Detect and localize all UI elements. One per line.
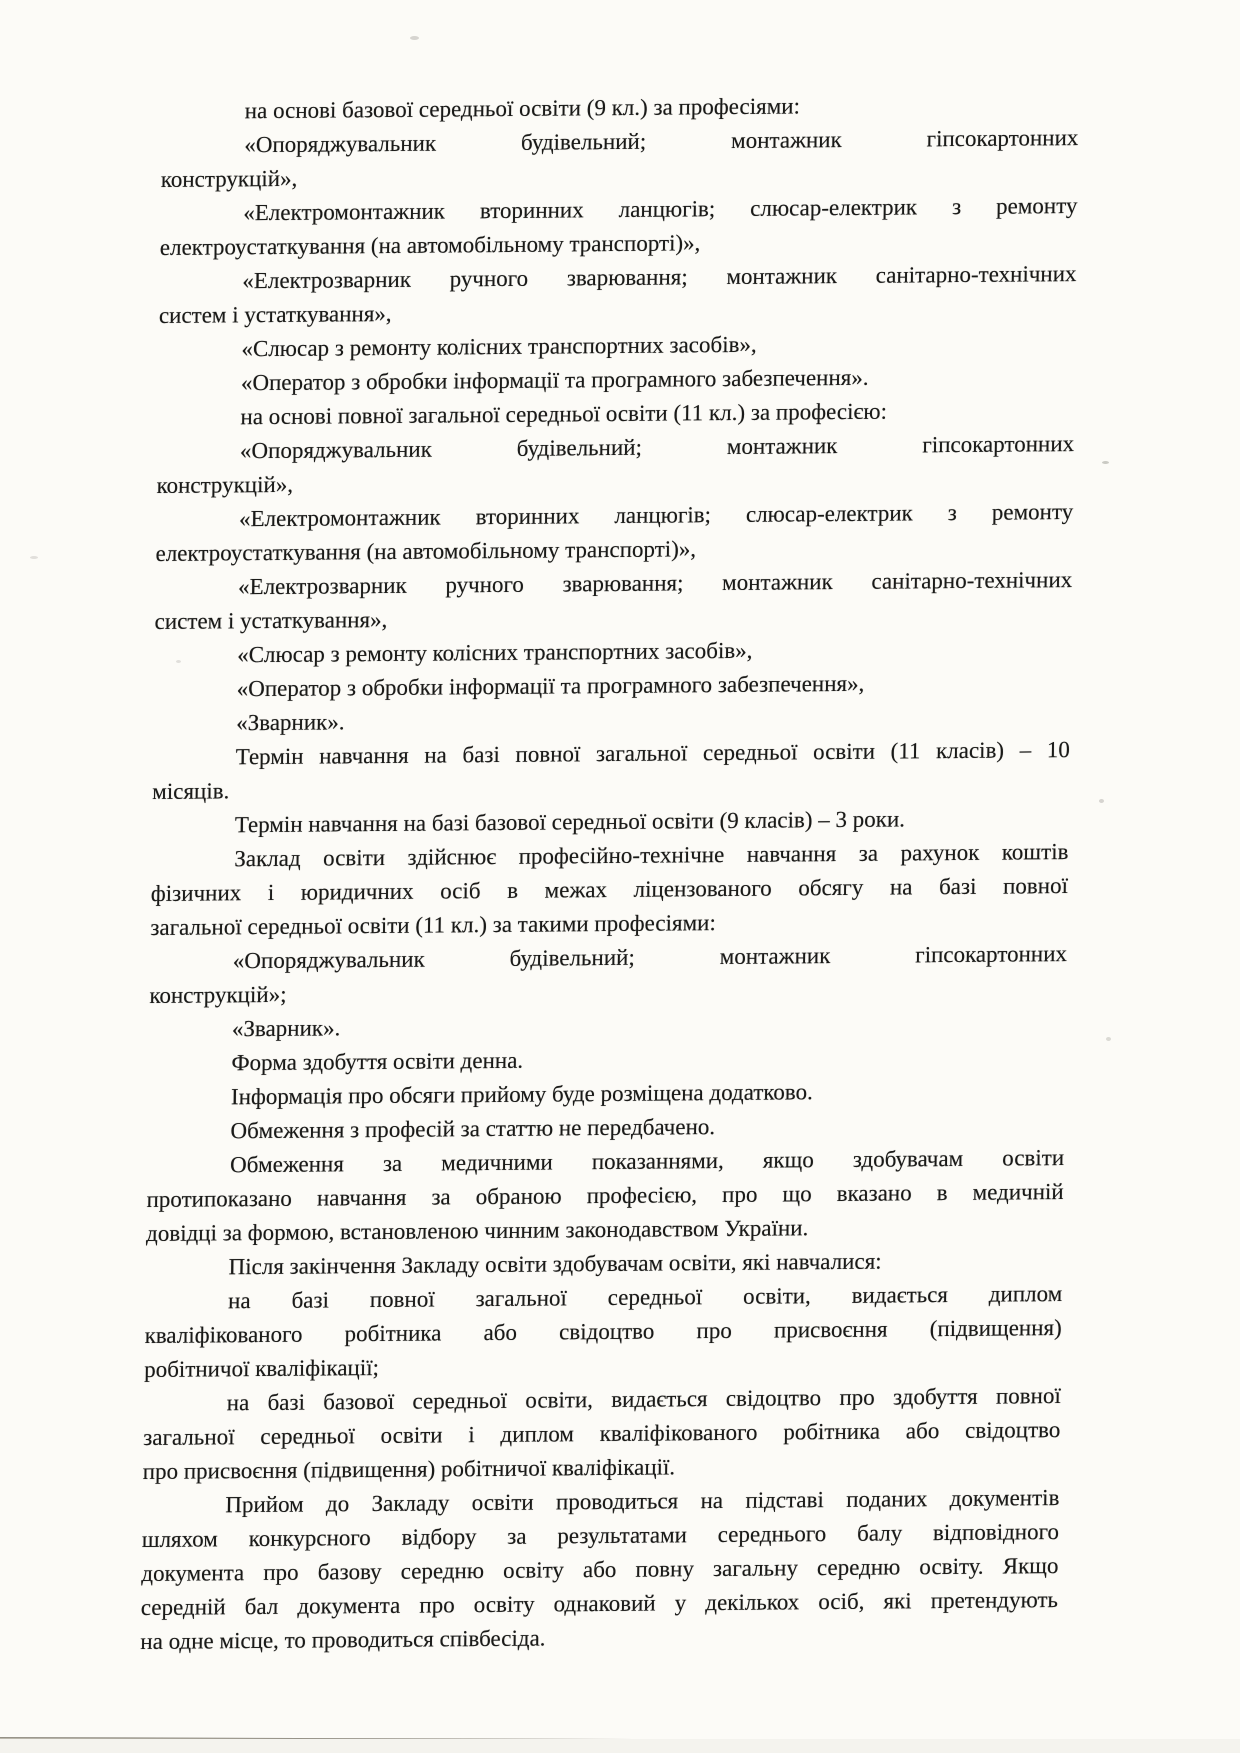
text-line: «Оператор з обробки інформації та програмного забезпечення».: [240, 364, 869, 396]
text-line: Термін навчання на базі базової середньої освіти (9 класів) – 3 роки.: [234, 806, 906, 838]
text-line: Інформація про обсяги прийому буде розміщена додатково.: [230, 1079, 814, 1110]
text-line: конструкцій»;: [149, 981, 287, 1008]
text-line: Після закінчення Закладу освіти здобувачам освіти, які навчалися:: [228, 1248, 882, 1280]
text-line: загальної середньої освіти і диплом кваліфікованого робітника або свідоцтво: [143, 1416, 1061, 1450]
scan-speck: [30, 556, 38, 559]
text-line: електроустаткування (на автомобільному транспорті)»,: [155, 536, 697, 566]
text-line: «Електрозварник ручного зварювання; монтажник санітарно-технічних: [237, 566, 1073, 600]
text-line: Форма здобуття освіти денна.: [231, 1047, 524, 1076]
text-line: «Опоряджувальник будівельний; монтажник гіпсокартонних: [244, 124, 1079, 158]
text-line: на базі повної загальної середньої освіти, видається диплом: [227, 1280, 1063, 1314]
text-line: робітничої кваліфікації;: [144, 1354, 380, 1382]
text-line: «Опоряджувальник будівельний; монтажник гіпсокартонних: [239, 430, 1075, 464]
text-line: на основі базової середньої освіти (9 кл.) за професіями:: [244, 93, 801, 124]
text-line: конструкцій»,: [156, 471, 294, 498]
text-line: фізичних і юридичних осіб в межах ліцензованого обсягу на базі повної: [150, 872, 1069, 906]
text-line: Заклад освіти здійснює професійно-технічне навчання за рахунок коштів: [234, 838, 1069, 872]
text-line: Термін навчання на базі повної загальної середньої освіти (11 класів) – 10: [235, 736, 1071, 770]
text-line: Прийом до Закладу освіти проводиться на підставі поданих документів: [225, 1484, 1060, 1518]
text-line: «Оператор з обробки інформації та програмного забезпечення»,: [236, 670, 865, 702]
text-line: загальної середньої освіти (11 кл.) за такими професіями:: [150, 910, 717, 940]
text-line: «Зварник».: [236, 709, 345, 736]
scan-speck: [1099, 799, 1104, 803]
text-line: систем і устаткування»,: [154, 606, 388, 634]
text-line: документа про базову середню освіту або повну загальну середню освіту. Якщо: [141, 1552, 1059, 1586]
scan-speck: [1102, 461, 1109, 464]
text-line: довідці за формою, встановленою чинним законодавством України.: [145, 1215, 809, 1246]
text-line: «Зварник».: [231, 1015, 341, 1042]
text-line: конструкцій»,: [160, 165, 298, 192]
text-line: шляхом конкурсного відбору за результатами середнього балу відповідного: [141, 1518, 1060, 1552]
text-line: місяців.: [152, 778, 230, 804]
text-line: Обмеження з професій за статтю не передбачено.: [230, 1114, 716, 1144]
text-line: «Слюсар з ремонту колісних транспортних засобів»,: [241, 331, 757, 362]
scan-speck: [1106, 1037, 1111, 1041]
text-line: «Опоряджувальник будівельний; монтажник гіпсокартонних: [232, 940, 1068, 974]
text-line: «Електромонтажник вторинних ланцюгів; слюсар-електрик з ремонту: [243, 192, 1078, 226]
text-line: «Слюсар з ремонту колісних транспортних засобів»,: [237, 637, 753, 668]
text-line: «Електрозварник ручного зварювання; монтажник санітарно-технічних: [242, 260, 1077, 294]
text-line: Обмеження за медичними показаннями, якщо здобувачам освіти: [229, 1144, 1065, 1178]
text-line: кваліфікованого робітника або свідоцтво про присвоєння (підвищення): [144, 1314, 1062, 1348]
text-line: систем і устаткування»,: [158, 300, 392, 328]
text-line: на базі базової середньої освіти, видається свідоцтво про здобуття повної: [226, 1382, 1062, 1416]
text-line: середній бал документа про освіту однаковий у декількох осіб, які претендують: [140, 1586, 1059, 1620]
text-line: про присвоєння (підвищення) робітничої кваліфікації.: [142, 1454, 676, 1484]
scanner-background: [0, 1739, 1240, 1753]
scan-speck: [410, 36, 419, 40]
text-line: на одне місце, то проводиться співбесіда.: [140, 1625, 546, 1654]
text-line: на основі повної загальної середньої освіти (11 кл.) за професією:: [240, 398, 888, 430]
text-line: «Електромонтажник вторинних ланцюгів; слюсар-електрик з ремонту: [238, 498, 1074, 532]
text-line: електроустаткування (на автомобільному транспорті)»,: [159, 230, 701, 260]
text-block: [140, 87, 1079, 1659]
text-line: протипоказано навчання за обраною професією, про що вказано в медичній: [146, 1178, 1064, 1212]
